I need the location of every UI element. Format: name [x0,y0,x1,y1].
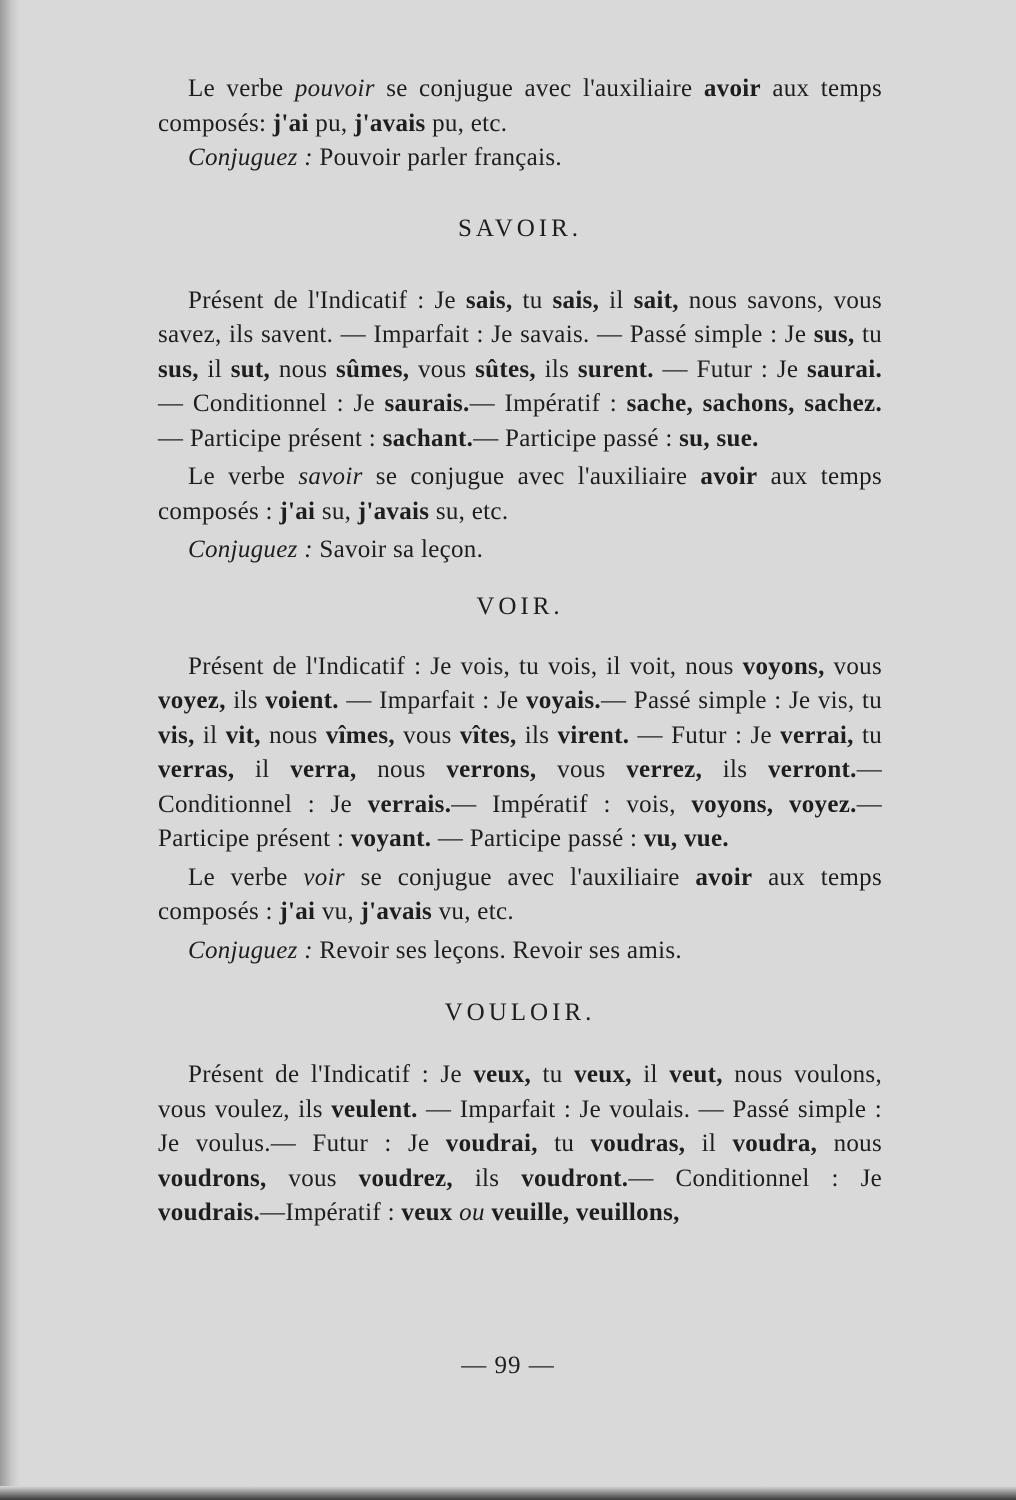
text-run: — Participe passé : [431,825,644,852]
text-run: tu [854,321,882,348]
text-run: nous savons, vous savez, ils savent. — Imparfait : Je savais. — Passé simple : Je [158,286,882,348]
bold-run: sut, [230,355,271,383]
text-run: Présent de l'Indicatif : Je [188,1061,474,1088]
italic-run: savoir [298,463,363,490]
bold-run: saurai. [806,355,883,383]
bold-run: vîmes, [325,721,395,749]
bold-run: voient. [265,687,339,714]
bold-run: voyons, voyez. [691,790,857,818]
bold-run: voyons, [742,652,825,680]
text-run: — Participe présent : [158,424,383,452]
bold-run: j'ai [279,898,316,925]
text-run: — Imparfait : Je voulais. — Passé simple : Je voulus.— Futur : Je [158,1095,882,1157]
bold-run: su, sue. [679,424,759,452]
page-bottom-edge [0,1486,1016,1500]
pouvoir-exercise: Conjuguez : Pouvoir parler français. [188,144,562,171]
bold-run: avoir [695,863,753,891]
text-run: vu, [315,898,361,925]
bold-run: vis, [158,721,195,749]
text-run: Le verbe [188,863,304,891]
bold-run: voudrai, [445,1130,538,1157]
text-run: il [685,1130,733,1157]
text-run: vous [266,1164,359,1192]
text-run: — Conditionnel : Je [158,756,883,818]
bold-run: vîtes, [459,721,517,749]
bold-run: voyez, [158,687,226,714]
text-run: se conjugue avec l'auxiliaire [362,463,701,490]
bold-run: verrez, [626,756,703,783]
text-run: — Imparfait : Je [338,687,526,714]
bold-run: verront. [768,756,857,783]
text-run: ils [516,721,558,749]
text-run: nous voulons, vous voulez, ils [158,1061,882,1123]
text-run: tu [853,721,883,749]
page-number: — 99 — [461,1352,555,1379]
italic-run: ou [459,1199,485,1226]
text-run: tu [537,1130,591,1157]
text-run: vous [394,721,460,749]
text-run: il [599,286,634,314]
text-run: tu [512,286,553,314]
savoir-auxiliary-paragraph [158,460,882,529]
page-binding-shadow [0,0,20,1500]
text-run: vous [824,652,882,680]
bold-run: verrai, [780,721,854,749]
heading-savoir: SAVOIR. [457,214,583,242]
bold-run: sais, [465,286,513,314]
bold-run: verras, [158,756,235,783]
text-run: vous [536,756,627,783]
savoir-exercise: Conjuguez : Savoir sa leçon. [188,536,484,563]
heading-vouloir: VOULOIR. [444,999,596,1026]
text-run: ils [225,687,266,714]
bold-run: veux, [473,1061,532,1088]
text-run: Le verbe [188,463,299,490]
text-run: — Futur : Je [629,721,781,749]
text-run: — Passé simple : Je vis, tu [600,687,882,714]
italic-run: voir [303,863,345,891]
text-run: nous [356,756,447,783]
bold-run: voyais. [525,687,601,714]
text-run: nous [270,355,336,383]
bold-run: veulent. [331,1095,418,1123]
bold-run: voudrons, [158,1164,267,1192]
bold-run: sachant. [382,424,474,452]
text-run: il [631,1061,670,1088]
text-run: il [234,756,291,783]
text-run: — Participe présent : [158,790,882,852]
bold-run: sait, [633,286,679,314]
text-run: — Futur : Je [653,355,807,383]
bold-run: veux, [574,1061,632,1088]
text-run: aux temps composés : [158,863,882,925]
page-body [158,72,882,1231]
bold-run: j'avais [357,497,430,525]
text-run: — Conditionnel : Je [628,1164,882,1192]
text-run: aux temps composés : [158,463,882,525]
text-run: ils [452,1164,522,1192]
text-run: nous [817,1130,882,1157]
text-run: —Impératif : [260,1199,402,1226]
text-run: — Impératif : [469,390,627,417]
text-run: — Conditionnel : Je [158,390,385,417]
voir-exercise: Conjuguez : Revoir ses leçons. Revoir ses amis. [188,936,682,964]
bold-run: j'avais [360,898,433,925]
bold-run: voudra, [732,1130,818,1157]
text-run: su, etc. [429,497,509,525]
bold-run: sais, [552,286,600,314]
text-run: il [194,721,226,749]
voir-conjugation-paragraph [158,650,882,857]
bold-run: veux [401,1199,453,1226]
text-run: Présent de l'Indicatif : Je vois, tu vois, il voit, nous [188,652,743,680]
bold-run: saurais. [384,390,470,417]
bold-run: verrais. [367,790,452,818]
bold-run: sache, sachons, sachez. [626,390,882,417]
text-run: vous [409,355,476,383]
bold-run: veut, [669,1061,723,1088]
bold-run: voudrais. [158,1199,261,1226]
text-run: vu, etc. [432,898,514,925]
text-run: Présent de l'Indicatif : Je [188,286,466,314]
text-run: — Impératif : vois, [451,790,692,818]
pouvoir-auxiliary-paragraph: Le verbe pouvoir se conjugue avec l'auxiliaire avoir aux temps composés: j'ai pu, j'avais pu, etc. [158,75,882,137]
text-run: su, [315,497,358,525]
bold-run: sûmes, [335,355,410,383]
bold-run: vu, vue. [643,825,729,852]
bold-run: virent. [557,721,630,749]
text-run: — Participe passé : [473,424,680,452]
bold-run: veuille, veuillons, [491,1199,680,1226]
heading-voir: VOIR. [476,592,564,620]
bold-run: sus, [158,355,199,383]
savoir-conjugation-paragraph [158,284,882,457]
bold-run: vit, [225,721,261,749]
bold-run: sûtes, [475,355,536,383]
text-run: ils [535,355,578,383]
text-run: nous [260,721,326,749]
bold-run: verrons, [446,756,537,783]
text-run: ils [702,756,768,783]
voir-auxiliary-paragraph [158,861,882,930]
bold-run: verra, [290,756,357,783]
bold-run: sus, [813,321,855,348]
bold-run: voyant. [350,825,432,852]
bold-run: voudrez, [358,1164,453,1192]
bold-run: avoir [700,463,758,490]
text-run: tu [531,1061,575,1088]
vouloir-conjugation-paragraph [158,1058,882,1231]
bold-run: surent. [577,355,654,383]
bold-run: voudras, [590,1130,686,1157]
bold-run: j'ai [279,497,316,525]
text-run: il [198,355,231,383]
text-run: se conjugue avec l'auxiliaire [344,863,696,891]
bold-run: voudront. [521,1164,629,1192]
